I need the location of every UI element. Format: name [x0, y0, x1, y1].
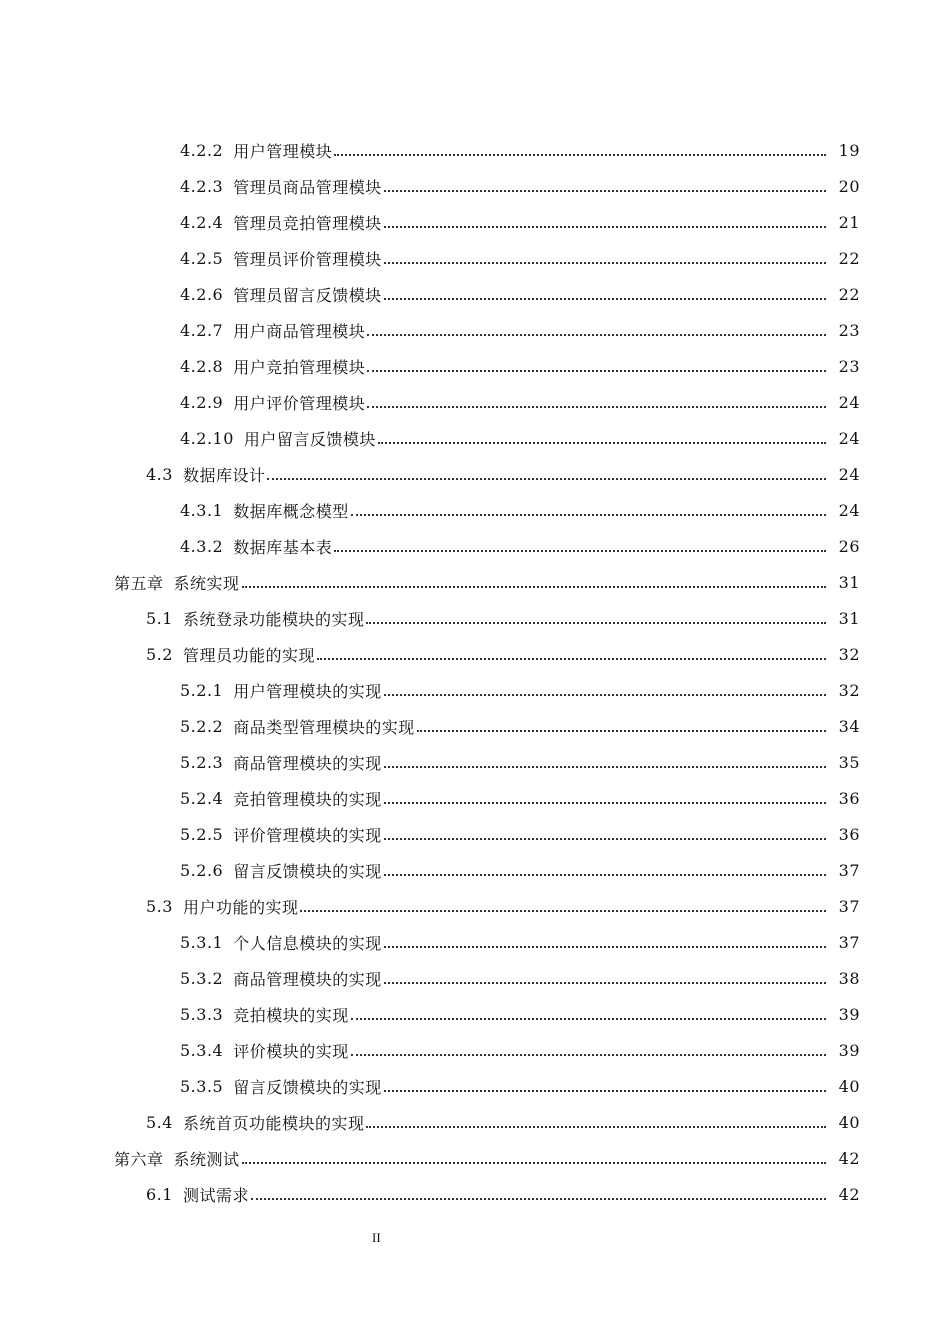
toc-entry[interactable] — [0, 960, 950, 996]
toc-dot-leader — [251, 1182, 826, 1200]
toc-entry-page: 34 — [838, 716, 860, 736]
toc-entry-number: 5.2.2 — [180, 716, 224, 736]
toc-entry-number: 5.3.4 — [180, 1040, 224, 1060]
toc-dot-leader — [417, 714, 826, 732]
toc-entry[interactable] — [0, 924, 950, 960]
toc-dot-leader — [384, 1074, 826, 1092]
toc-entry-page: 39 — [838, 1004, 860, 1024]
toc-dot-leader — [300, 894, 826, 912]
toc-entry[interactable] — [0, 1140, 950, 1176]
toc-entry-number: 5.3.2 — [180, 968, 224, 988]
toc-entry-title: 测试需求 — [182, 1185, 249, 1205]
toc-entry-title: 用户商品管理模块 — [233, 321, 366, 341]
toc-entry-page: 39 — [838, 1040, 860, 1060]
toc-entry-number: 4.3.2 — [180, 536, 224, 556]
toc-entry-number: 4.2.3 — [180, 176, 224, 196]
toc-entry[interactable] — [0, 312, 950, 348]
toc-entry-page: 20 — [838, 176, 860, 196]
toc-entry[interactable] — [0, 1176, 950, 1212]
toc-entry-title: 留言反馈模块的实现 — [233, 861, 382, 881]
page-number: II — [372, 1230, 381, 1245]
toc-entry-number: 4.2.2 — [180, 140, 224, 160]
toc-entry-title: 用户留言反馈模块 — [243, 429, 376, 449]
toc-entry-title: 系统实现 — [173, 573, 240, 593]
toc-dot-leader — [384, 246, 826, 264]
toc-entry-title: 竞拍模块的实现 — [233, 1005, 349, 1025]
toc-dot-leader — [351, 498, 826, 516]
toc-entry-page: 37 — [838, 896, 860, 916]
toc-entry-title: 个人信息模块的实现 — [233, 933, 382, 953]
toc-entry-number: 5.3.3 — [180, 1004, 224, 1024]
toc-entry[interactable] — [0, 384, 950, 420]
toc-entry-number: 5.2.6 — [180, 860, 224, 880]
toc-entry-number: 5.2.4 — [180, 788, 224, 808]
toc-entry-page: 21 — [838, 212, 860, 232]
toc-dot-leader — [366, 1110, 826, 1128]
toc-entry[interactable] — [0, 672, 950, 708]
toc-dot-leader — [384, 750, 826, 768]
toc-entry-number: 4.2.6 — [180, 284, 224, 304]
toc-entry-title: 用户功能的实现 — [182, 897, 299, 917]
toc-dot-leader — [384, 282, 826, 300]
toc-dot-leader — [384, 210, 826, 228]
toc-entry-page: 31 — [838, 572, 860, 592]
toc-entry-number: 5.2.1 — [180, 680, 224, 700]
toc-entry-title: 数据库概念模型 — [233, 501, 349, 521]
toc-entry-title: 用户管理模块的实现 — [233, 681, 382, 701]
toc-entry-title: 商品管理模块的实现 — [233, 753, 382, 773]
toc-dot-leader — [367, 318, 826, 336]
toc-entry-title: 管理员商品管理模块 — [233, 177, 382, 197]
toc-dot-leader — [317, 642, 826, 660]
toc-entry-number: 4.3 — [146, 464, 173, 484]
toc-entry-page: 24 — [838, 428, 860, 448]
toc-dot-leader — [334, 138, 826, 156]
toc-dot-leader — [378, 426, 826, 444]
toc-entry[interactable] — [0, 420, 950, 456]
toc-entry-number: 5.2 — [146, 644, 173, 664]
toc-entry-number: 4.2.7 — [180, 320, 224, 340]
toc-dot-leader — [351, 1038, 826, 1056]
toc-entry-number: 5.4 — [146, 1112, 173, 1132]
toc-entry-page: 24 — [838, 392, 860, 412]
toc-dot-leader — [384, 858, 826, 876]
toc-entry-number: 4.2.8 — [180, 356, 224, 376]
toc-entry[interactable] — [0, 744, 950, 780]
toc-dot-leader — [367, 390, 826, 408]
toc-dot-leader — [242, 570, 826, 588]
toc-entry-page: 40 — [838, 1076, 860, 1096]
toc-entry-number: 4.2.5 — [180, 248, 224, 268]
toc-entry-title: 数据库基本表 — [233, 537, 333, 557]
toc-entry-title: 系统登录功能模块的实现 — [182, 609, 365, 629]
toc-entry[interactable] — [0, 708, 950, 744]
toc-entry-number: 第五章 — [114, 573, 164, 593]
toc-entry-page: 38 — [838, 968, 860, 988]
toc-entry-page: 19 — [838, 140, 860, 160]
toc-dot-leader — [384, 930, 826, 948]
toc-entry-title: 商品管理模块的实现 — [233, 969, 382, 989]
toc-entry-number: 6.1 — [146, 1184, 173, 1204]
toc-entry[interactable] — [0, 348, 950, 384]
toc-entry-page: 23 — [838, 320, 860, 340]
toc-entry[interactable] — [0, 168, 950, 204]
toc-dot-leader — [351, 1002, 826, 1020]
toc-entry-title: 管理员功能的实现 — [182, 645, 315, 665]
toc-entry-page: 32 — [838, 680, 860, 700]
toc-entry[interactable] — [0, 1068, 950, 1104]
toc-entry-page: 26 — [838, 536, 860, 556]
toc-entry-title: 管理员竞拍管理模块 — [233, 213, 382, 233]
toc-entry-title: 管理员评价管理模块 — [233, 249, 382, 269]
toc-entry-page: 22 — [838, 248, 860, 268]
toc-entry-page: 36 — [838, 788, 860, 808]
toc-entry-title: 用户评价管理模块 — [233, 393, 366, 413]
toc-entry-number: 5.2.3 — [180, 752, 224, 772]
toc-entry-number: 5.2.5 — [180, 824, 224, 844]
toc-entry-page: 23 — [838, 356, 860, 376]
toc-entry-page: 22 — [838, 284, 860, 304]
toc-entry-title: 系统测试 — [173, 1149, 240, 1169]
toc-entry[interactable] — [0, 564, 950, 600]
toc-entry-title: 评价模块的实现 — [233, 1041, 349, 1061]
toc-dot-leader — [334, 534, 826, 552]
toc-entry[interactable] — [0, 456, 950, 492]
toc-dot-leader — [242, 1146, 826, 1164]
toc-entry-page: 24 — [838, 500, 860, 520]
toc-entry-title: 留言反馈模块的实现 — [233, 1077, 382, 1097]
toc-entry-title: 管理员留言反馈模块 — [233, 285, 382, 305]
toc-entry[interactable] — [0, 132, 950, 168]
toc-entry-title: 商品类型管理模块的实现 — [233, 717, 415, 737]
toc-entry-title: 竞拍管理模块的实现 — [233, 789, 382, 809]
toc-entry-number: 4.2.9 — [180, 392, 224, 412]
toc-entry-page: 37 — [838, 932, 860, 952]
toc-entry-page: 42 — [838, 1184, 860, 1204]
toc-entry[interactable] — [0, 816, 950, 852]
toc-entry-title: 用户竞拍管理模块 — [233, 357, 366, 377]
toc-dot-leader — [366, 606, 826, 624]
toc-entry[interactable] — [0, 528, 950, 564]
toc-entry[interactable] — [0, 996, 950, 1032]
table-of-contents — [0, 132, 950, 1212]
toc-entry[interactable] — [0, 1032, 950, 1068]
toc-entry-page: 40 — [838, 1112, 860, 1132]
toc-entry-number: 4.2.4 — [180, 212, 224, 232]
toc-entry[interactable] — [0, 276, 950, 312]
toc-dot-leader — [384, 822, 826, 840]
toc-entry[interactable] — [0, 852, 950, 888]
toc-entry-title: 数据库设计 — [182, 465, 266, 485]
toc-entry[interactable] — [0, 888, 950, 924]
toc-entry[interactable] — [0, 780, 950, 816]
toc-entry-number: 4.2.10 — [180, 428, 234, 448]
toc-entry-page: 35 — [838, 752, 860, 772]
toc-entry[interactable] — [0, 240, 950, 276]
toc-entry-title: 用户管理模块 — [233, 141, 333, 161]
toc-dot-leader — [267, 462, 826, 480]
toc-entry[interactable] — [0, 600, 950, 636]
toc-dot-leader — [384, 786, 826, 804]
toc-entry-page: 36 — [838, 824, 860, 844]
toc-entry-title: 评价管理模块的实现 — [233, 825, 382, 845]
toc-dot-leader — [384, 174, 826, 192]
toc-entry-number: 5.3 — [146, 896, 173, 916]
toc-entry-number: 4.3.1 — [180, 500, 224, 520]
toc-entry[interactable] — [0, 204, 950, 240]
toc-entry-title: 系统首页功能模块的实现 — [182, 1113, 365, 1133]
toc-entry[interactable] — [0, 1104, 950, 1140]
toc-entry-number: 5.3.5 — [180, 1076, 224, 1096]
toc-entry-page: 37 — [838, 860, 860, 880]
toc-entry-number: 5.3.1 — [180, 932, 224, 952]
toc-entry[interactable] — [0, 492, 950, 528]
toc-dot-leader — [384, 678, 826, 696]
toc-entry-page: 32 — [838, 644, 860, 664]
toc-entry[interactable] — [0, 636, 950, 672]
toc-dot-leader — [367, 354, 826, 372]
toc-entry-page: 31 — [838, 608, 860, 628]
toc-entry-page: 24 — [838, 464, 860, 484]
toc-dot-leader — [384, 966, 826, 984]
toc-entry-number: 5.1 — [146, 608, 173, 628]
toc-entry-page: 42 — [838, 1148, 860, 1168]
toc-entry-number: 第六章 — [114, 1149, 164, 1169]
